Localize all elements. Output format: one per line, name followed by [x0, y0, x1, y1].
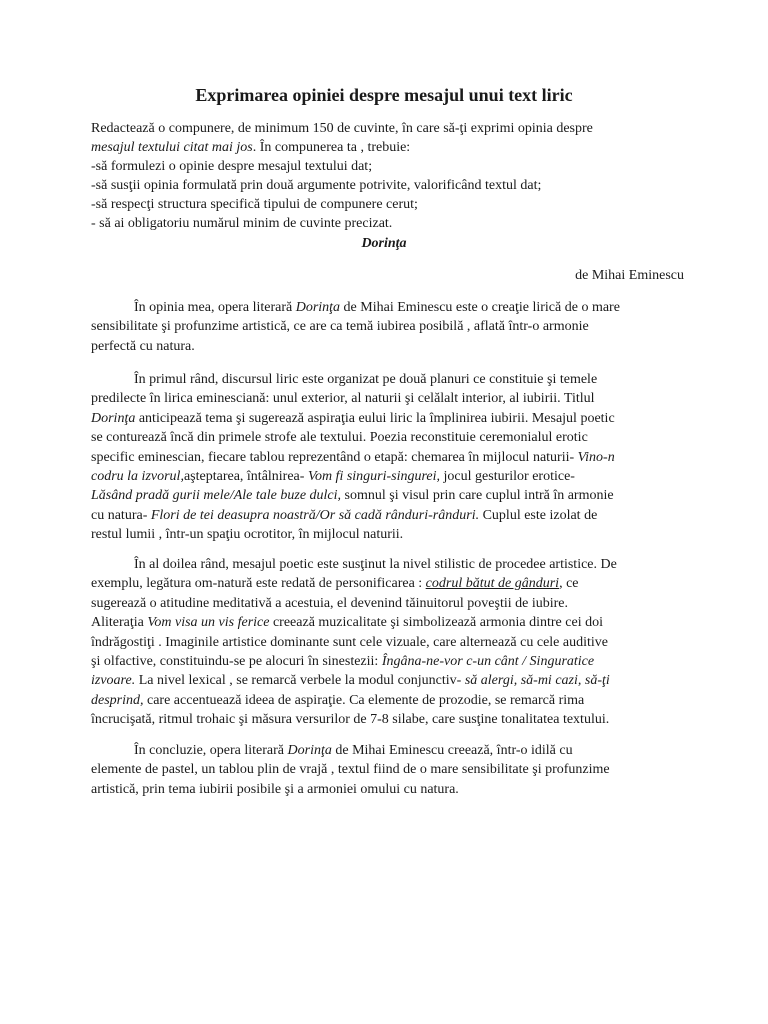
- text-line: sensibilitate şi profunzime artistică, ce are ca temă iubirea posibilă , aflată într-o armonie: [91, 319, 589, 335]
- poem-title: Dorinţa: [361, 236, 407, 251]
- paragraph-conclusion: [91, 741, 691, 799]
- page-title: Exprimarea opiniei despre mesajul unui text liric: [195, 85, 573, 105]
- text-line: sugerează o atitudine meditativă a acestuia, el devenind tăinuitorul poveştii de iubire.: [91, 595, 568, 611]
- text-line: elemente de pastel, un tablou plin de vrajă , textul fiind de o mare sensibilitate şi profunzime: [91, 762, 610, 778]
- requirement-item: -să formulezi o opinie despre mesajul textului dat;: [91, 159, 373, 174]
- emphasis-text: mesajul textului citat mai jos: [91, 140, 253, 155]
- instruction-line: mesajul textului citat mai jos. În compunerea ta , trebuie:: [91, 140, 411, 155]
- text-line: Aliteraţia Vom visa un vis ferice creează muzicalitate şi simbolizează armonia dintre cei doi: [91, 615, 603, 631]
- text-line: În opinia mea, opera literară Dorinţa de Mihai Eminescu este o creaţie lirică de o mare: [134, 300, 620, 315]
- paragraph-introduction: [91, 298, 691, 356]
- requirement-item: -să respecţi structura specifică tipului de compunere cerut;: [91, 197, 418, 212]
- instruction-line: Redactează o compunere, de minimum 150 de cuvinte, în care să-ţi exprimi opinia despre: [91, 121, 593, 136]
- text-line: şi olfactive, constituindu-se pe alocuri în sinestezii: Îngâna-ne-vor c-un cânt / Singuratice: [91, 654, 595, 670]
- text-line: În concluzie, opera literară Dorinţa de Mihai Eminescu creează, într-o idilă cu: [134, 743, 573, 758]
- paragraph-argument-one: [91, 370, 691, 545]
- text-line: În al doilea rând, mesajul poetic este susţinut la nivel stilistic de procedee artistice. De: [134, 557, 617, 572]
- text-line: codru la izvorul,aşteptarea, întâlnirea- Vom fi singuri-singurei, jocul gesturilor erotice-: [91, 469, 575, 485]
- paragraph-argument-two: [91, 555, 691, 730]
- text-line: specific eminescian, fiecare tablou reprezentând o etapă: chemarea în mijlocul naturii- Vino-n: [91, 449, 615, 465]
- assignment-instructions: [91, 119, 691, 233]
- text-line: cu natura- Flori de tei deasupra noastră/Or să cadă rânduri-rânduri. Cuplul este izolat de: [91, 507, 598, 523]
- text-line: perfectă cu natura.: [91, 338, 195, 354]
- text-line: se conturează încă din primele strofe ale textului. Poezia reconstituie ceremonialul erotic: [91, 430, 588, 446]
- text-line: desprind, care accentuează ideea de aspiraţie. Ca elemente de prozodie, se remarcă rima: [91, 692, 585, 708]
- text-line: Dorinţa anticipează tema şi sugerează aspiraţia eului liric la împlinirea iubirii. Mesajul poetic: [91, 410, 615, 426]
- author-line: de Mihai Eminescu: [575, 268, 684, 283]
- text-line: izvoare. La nivel lexical , se remarcă verbele la modul conjunctiv- să alergi, să-mi cazi, să-ţi: [91, 673, 610, 689]
- text-line: În primul rând, discursul liric este organizat pe două planuri ce constituie şi temele: [134, 372, 598, 387]
- text-line: Lăsând pradă gurii mele/Ale tale buze dulci, somnul şi visul prin care cuplul intră în armonie: [91, 488, 614, 504]
- text-line: îndrăgostiţi . Imaginile artistice dominante sunt cele vizuale, care alternează cu cele auditive: [91, 634, 608, 650]
- text-line: restul lumii , într-un spaţiu ocrotitor, în mijlocul naturii.: [91, 527, 404, 543]
- text-line: artistică, prin tema iubirii posibile şi a armoniei omului cu natura.: [91, 781, 459, 797]
- requirement-item: - să ai obligatoriu numărul minim de cuvinte precizat.: [91, 216, 393, 231]
- text-line: încrucişată, ritmul trohaic şi măsura versurilor de 7-8 silabe, care susţine tonalitatea textului.: [91, 712, 610, 728]
- requirement-item: -să susţii opinia formulată prin două argumente potrivite, valorificând textul dat;: [91, 178, 542, 193]
- text-line: exemplu, legătura om-natură este redată de personificarea : codrul bătut de gânduri, ce: [91, 576, 579, 592]
- text-line: predilecte în lirica eminesciană: unul exterior, al naturii şi celălalt interior, al iubirii. Titlul: [91, 391, 595, 407]
